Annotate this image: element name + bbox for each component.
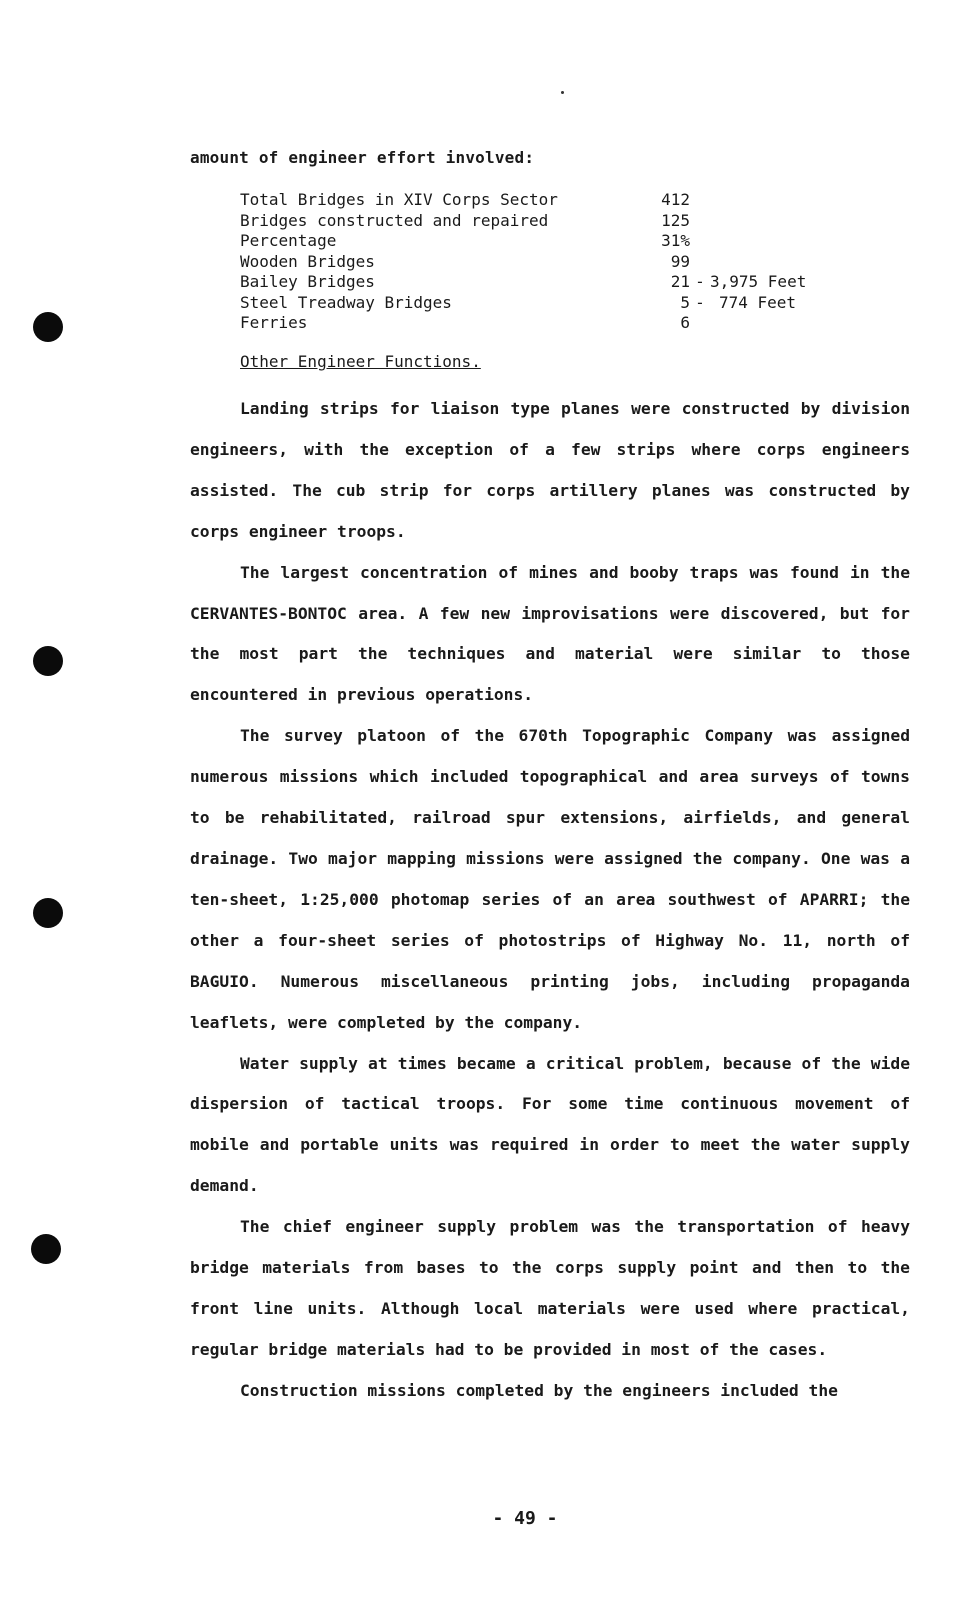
stats-extra bbox=[710, 211, 796, 232]
stats-extra bbox=[710, 252, 796, 273]
stats-label: Bridges constructed and repaired bbox=[240, 210, 549, 230]
stats-label: Steel Treadway Bridges bbox=[240, 292, 452, 312]
punch-hole-1 bbox=[33, 312, 63, 342]
stats-value: 5 bbox=[680, 292, 690, 312]
stats-value: 125 bbox=[661, 210, 690, 230]
stats-label: Wooden Bridges bbox=[240, 251, 375, 271]
stats-extra: 774 Feet bbox=[718, 292, 796, 312]
intro-line: amount of engineer effort involved: bbox=[190, 148, 535, 167]
body-text bbox=[190, 389, 910, 1412]
paragraph: The survey platoon of the 670th Topographic Company was assigned numerous missions which included topographical and area surveys of towns to be rehabilitated, railroad spur extensions, airfields, and general drainage. Two major mapping missions were assigned the company. One was a ten-sheet, 1:25,000 photomap series of an area southwest of APARRI; the other a four-sheet series of photostrips of Highway No. 11, north of BAGUIO. Numerous miscellaneous printing jobs, including propaganda leaflets, were completed by the company. bbox=[190, 726, 910, 1032]
stats-row bbox=[240, 190, 796, 211]
stats-row bbox=[240, 252, 796, 273]
page-number: - 49 - bbox=[492, 1508, 558, 1529]
stats-dash bbox=[690, 252, 710, 273]
stats-row bbox=[240, 211, 796, 232]
stats-label: Percentage bbox=[240, 231, 337, 250]
stats-value: 99 bbox=[670, 251, 690, 271]
bridge-statistics-table bbox=[240, 190, 807, 334]
stats-value: 21 bbox=[670, 272, 690, 291]
stats-dash bbox=[690, 211, 710, 232]
punch-hole-3 bbox=[33, 898, 63, 928]
stats-dash bbox=[690, 231, 710, 252]
stats-dash: - bbox=[695, 272, 705, 291]
stats-label: Ferries bbox=[240, 313, 308, 332]
punch-hole-4 bbox=[31, 1234, 61, 1264]
scan-speck bbox=[561, 91, 564, 94]
stats-row bbox=[240, 272, 807, 293]
paragraph: Construction missions completed by the engineers included the bbox=[240, 1380, 838, 1400]
stats-extra bbox=[710, 190, 796, 211]
stats-value: 6 bbox=[680, 313, 690, 332]
stats-value: 412 bbox=[661, 190, 690, 209]
paragraph: The largest concentration of mines and booby traps was found in the CERVANTES-BONTOC area. A few new improvisations were discovered, but for the most part the techniques and material were similar to those encountered in previous operations. bbox=[190, 562, 910, 705]
stats-extra: 3,975 Feet bbox=[710, 272, 807, 291]
stats-dash bbox=[690, 313, 710, 334]
stats-dash: - bbox=[695, 292, 705, 312]
stats-extra bbox=[710, 231, 796, 252]
punch-hole-2 bbox=[33, 646, 63, 676]
stats-value: 31% bbox=[661, 231, 690, 250]
stats-row bbox=[240, 293, 796, 314]
stats-extra bbox=[710, 313, 796, 334]
stats-label: Total Bridges in XIV Corps Sector bbox=[240, 190, 558, 209]
paragraph: Water supply at times became a critical problem, because of the wide dispersion of tactical troops. For some time continuous movement of mobile and portable units was required in order to meet the water supply demand. bbox=[190, 1053, 910, 1196]
stats-dash bbox=[690, 190, 710, 211]
section-heading: Other Engineer Functions. bbox=[240, 352, 481, 371]
stats-row bbox=[240, 231, 796, 252]
paragraph: Landing strips for liaison type planes were constructed by division engineers, with the exception of a few strips where corps engineers assisted. The cub strip for corps artillery planes was constructed by corps engineer troops. bbox=[190, 399, 910, 541]
stats-label: Bailey Bridges bbox=[240, 272, 375, 291]
paragraph: The chief engineer supply problem was the transportation of heavy bridge materials from bases to the corps supply point and then to the front line units. Although local materials were used where practical, regular bridge materials had to be provided in most of the cases. bbox=[190, 1217, 910, 1359]
stats-row bbox=[240, 313, 796, 334]
